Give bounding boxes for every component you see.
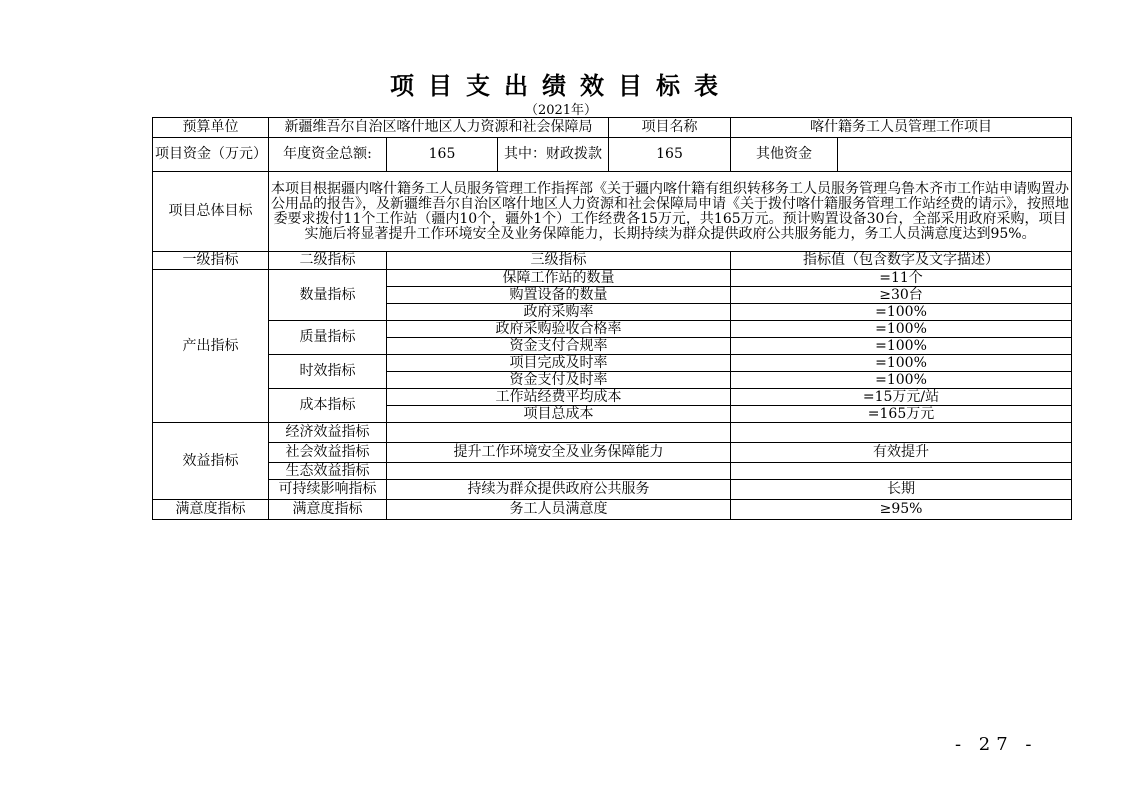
benefit-indicator-label: 效益指标 xyxy=(153,423,269,500)
table-row xyxy=(153,355,1072,372)
budget-unit-value: 新疆维吾尔自治区喀什地区人力资源和社会保障局 xyxy=(269,118,609,138)
column-level2: 二级指标 xyxy=(269,252,387,270)
output-indicator-label: 产出指标 xyxy=(153,270,269,423)
indicator-value xyxy=(731,423,1072,443)
indicator-value: =100% xyxy=(731,372,1072,389)
quantity-indicator-label: 数量指标 xyxy=(269,270,387,321)
cost-indicator-label: 成本指标 xyxy=(269,389,387,423)
budget-unit-label: 预算单位 xyxy=(153,118,269,138)
satisfaction-indicator-label: 满意度指标 xyxy=(153,500,269,520)
indicator-name: 政府采购率 xyxy=(387,304,731,321)
indicator-value: =100% xyxy=(731,338,1072,355)
fiscal-funds-value: 165 xyxy=(609,138,731,172)
project-name-label: 项目名称 xyxy=(609,118,731,138)
annual-total-value: 165 xyxy=(387,138,498,172)
indicator-name: 保障工作站的数量 xyxy=(387,270,731,287)
indicator-value: 长期 xyxy=(731,480,1072,500)
indicator-name: 资金支付及时率 xyxy=(387,372,731,389)
other-funds-label: 其他资金 xyxy=(731,138,838,172)
table-row xyxy=(153,463,1072,480)
performance-target-table xyxy=(152,117,1072,520)
project-name-value: 喀什籍务工人员管理工作项目 xyxy=(731,118,1072,138)
economic-indicator-label: 经济效益指标 xyxy=(269,423,387,443)
indicator-name: 购置设备的数量 xyxy=(387,287,731,304)
sustainable-indicator-label: 可持续影响指标 xyxy=(269,480,387,500)
indicator-name: 资金支付合规率 xyxy=(387,338,731,355)
annual-total-label: 年度资金总额: xyxy=(269,138,387,172)
header-row xyxy=(153,118,1072,138)
social-indicator-label: 社会效益指标 xyxy=(269,443,387,463)
indicator-value: =100% xyxy=(731,355,1072,372)
year-subtitle: （2021年） xyxy=(524,103,598,118)
indicator-name xyxy=(387,423,731,443)
column-level3: 三级指标 xyxy=(387,252,731,270)
indicator-name: 政府采购验收合格率 xyxy=(387,321,731,338)
ecological-indicator-label: 生态效益指标 xyxy=(269,463,387,480)
indicator-value: =15万元/站 xyxy=(731,389,1072,406)
indicator-value: =165万元 xyxy=(731,406,1072,423)
indicator-value: ≥30台 xyxy=(731,287,1072,304)
indicator-name: 工作站经费平均成本 xyxy=(387,389,731,406)
indicator-value: 有效提升 xyxy=(731,443,1072,463)
indicator-name: 务工人员满意度 xyxy=(387,500,731,520)
table-row xyxy=(153,321,1072,338)
timeliness-indicator-label: 时效指标 xyxy=(269,355,387,389)
fiscal-funds-label: 其中：财政拨款 xyxy=(498,138,609,172)
indicator-name: 项目总成本 xyxy=(387,406,731,423)
indicator-value: =11个 xyxy=(731,270,1072,287)
quality-indicator-label: 质量指标 xyxy=(269,321,387,355)
page-number: - 27 - xyxy=(955,734,1038,755)
table-row xyxy=(153,480,1072,500)
column-value: 指标值（包含数字及文字描述） xyxy=(731,252,1072,270)
table-row xyxy=(153,423,1072,443)
table-row xyxy=(153,389,1072,406)
indicator-value: ≥95% xyxy=(731,500,1072,520)
table-row xyxy=(153,270,1072,287)
indicator-value xyxy=(731,463,1072,480)
funds-row xyxy=(153,138,1072,172)
indicator-name: 项目完成及时率 xyxy=(387,355,731,372)
indicator-name: 提升工作环境安全及业务保障能力 xyxy=(387,443,731,463)
indicator-value: =100% xyxy=(731,321,1072,338)
table-row xyxy=(153,500,1072,520)
indicator-name: 持续为群众提供政府公共服务 xyxy=(387,480,731,500)
satisfaction-sub-label: 满意度指标 xyxy=(269,500,387,520)
indicator-name xyxy=(387,463,731,480)
indicator-value: =100% xyxy=(731,304,1072,321)
goal-row xyxy=(153,172,1072,252)
goal-text: 本项目根据疆内喀什籍务工人员服务管理工作指挥部《关于疆内喀什籍有组织转移务工人员服务管理乌鲁木齐市工作站申请购置办公用品的报告》，及新疆维吾尔自治区喀什地区人力资源和社会保障局申请《关于拨付喀什籍服务管理工作站经费的请示》，按照地委要求拨付11个工作站（疆内10个，疆外1个）工作经费各15万元，共165万元。预计购置设备30台，全部采用政府采购，项目实施后将显著提升工作环境安全及业务保障能力，长期持续为群众提供政府公共服务能力，务工人员满意度达到95%。 xyxy=(269,172,1072,252)
page-title: 项目支出绩效目标表 xyxy=(390,72,732,100)
table-row xyxy=(153,443,1072,463)
funds-label: 项目资金（万元） xyxy=(153,138,269,172)
column-header-row xyxy=(153,252,1072,270)
other-funds-value xyxy=(838,138,1072,172)
goal-label: 项目总体目标 xyxy=(153,172,269,252)
column-level1: 一级指标 xyxy=(153,252,269,270)
